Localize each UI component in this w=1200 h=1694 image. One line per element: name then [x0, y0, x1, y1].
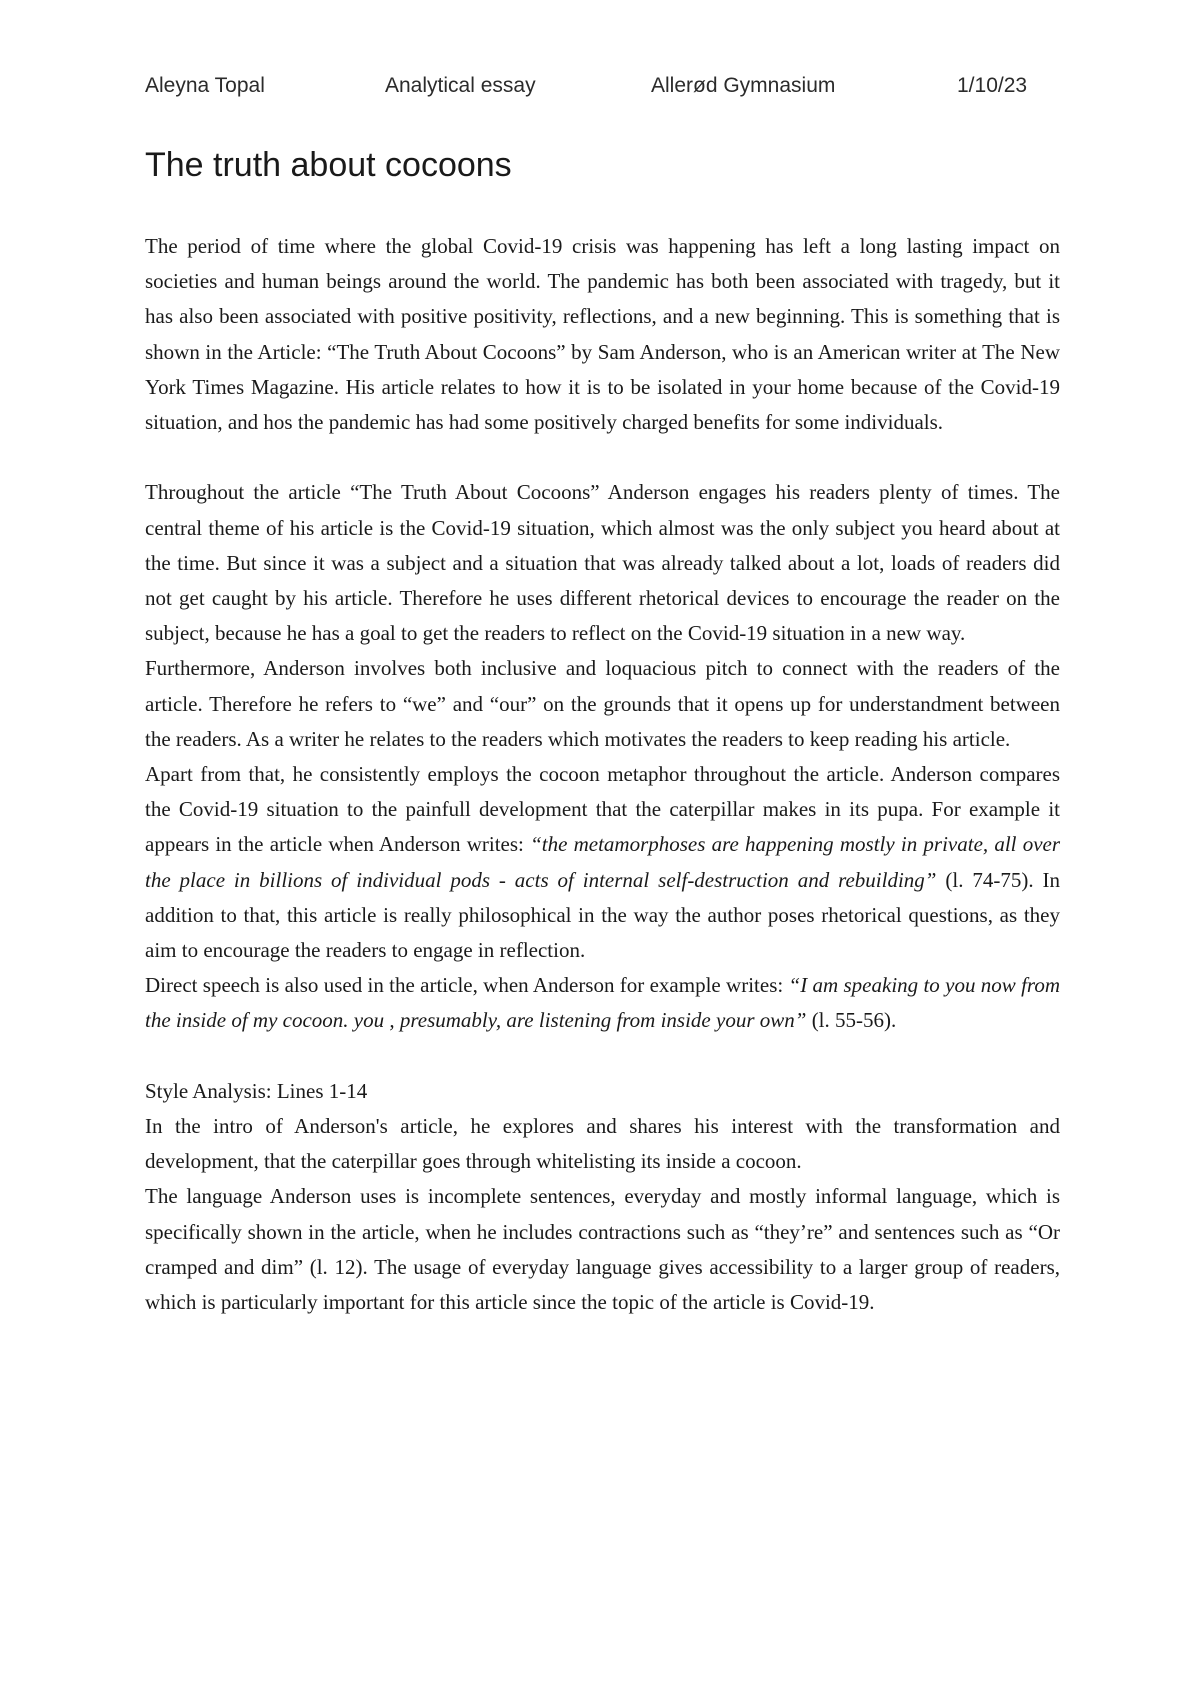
- direct-speech-quote: “I am speaking to you now from the inside of my cocoon. you , presumably, are listening from inside your own”: [145, 973, 1060, 1033]
- direct-speech-tail: (l. 55-56).: [806, 1008, 897, 1033]
- header-school: Allerød Gymnasium: [651, 74, 836, 97]
- paragraph-style-intro: In the intro of Anderson's article, he explores and shares his interest with the transformation and development, that the caterpillar goes through whitelisting its inside a cocoon.: [145, 1114, 1060, 1174]
- essay-body: [145, 229, 1060, 1320]
- paragraph-direct-speech: [145, 968, 1060, 1038]
- paragraph-cocoon-metaphor: [145, 757, 1060, 968]
- essay-title: The truth about cocoons: [145, 146, 512, 184]
- header-document-type: Analytical essay: [385, 74, 536, 97]
- header-author: Aleyna Topal: [145, 74, 265, 97]
- metaphor-text-tail: (l. 74-75). In addition to that, this article is really philosophical in the way the author poses rhetorical questions, as they aim to encourage the readers to engage in reflection.: [145, 867, 1060, 963]
- paragraph-spacer: [145, 440, 1060, 475]
- style-analysis-heading: Style Analysis: Lines 1-14: [145, 1078, 368, 1103]
- paragraph-intro: The period of time where the global Covid-19 crisis was happening has left a long lasting impact on societies and human beings around the world. The pandemic has both been associated with tragedy, but it has also been associated with positive positivity, reflections, and a new beginning. This is something that is shown in the Article: “The Truth About Cocoons” by Sam Anderson, who is an American writer at The New York Times Magazine. His article relates to how it is to be isolated in your home because of the Covid-19 situation, and hos the pandemic has had some positively charged benefits for some individuals.: [145, 234, 1060, 435]
- paragraph-spacer: [145, 1039, 1060, 1074]
- metaphor-quote: “the metamorphoses are happening mostly in private, all over the place in billions of individual pods - acts of internal self-destruction and rebuilding”: [145, 832, 1061, 892]
- paragraph-engagement: Throughout the article “The Truth About Cocoons” Anderson engages his readers plenty of times. The central theme of his article is the Covid-19 situation, which almost was the only subject you heard about at the time. But since it was a subject and a situation that was already talked about a lot, loads of readers did not get caught by his article. Therefore he uses different rhetorical devices to encourage the reader on the subject, because he has a goal to get the readers to reflect on the Covid-19 situation in a new way.: [145, 480, 1060, 646]
- direct-speech-lead: Direct speech is also used in the article, when Anderson for example writes:: [145, 973, 789, 998]
- page-header: [145, 74, 1065, 104]
- paragraph-style-language: The language Anderson uses is incomplete sentences, everyday and mostly informal language, which is specifically shown in the article, when he includes contractions such as “they’re” and sentences such as “Or cramped and dim” (l. 12). The usage of everyday language gives accessibility to a larger group of readers, which is particularly important for this article since the topic of the article is Covid-19.: [145, 1184, 1060, 1315]
- metaphor-text-lead: Apart from that, he consistently employs the cocoon metaphor throughout the article. Anderson compares the Covid-19 situation to the painfull development that the caterpillar makes in its pupa. For example it appears in the article when Anderson writes:: [145, 762, 1060, 857]
- header-date: 1/10/23: [957, 74, 1028, 97]
- paragraph-inclusive-pitch: Furthermore, Anderson involves both inclusive and loquacious pitch to connect with the readers of the article. Therefore he refers to “we” and “our” on the grounds that it opens up for understandment between the readers. As a writer he relates to the readers which motivates the readers to keep reading his article.: [145, 656, 1060, 751]
